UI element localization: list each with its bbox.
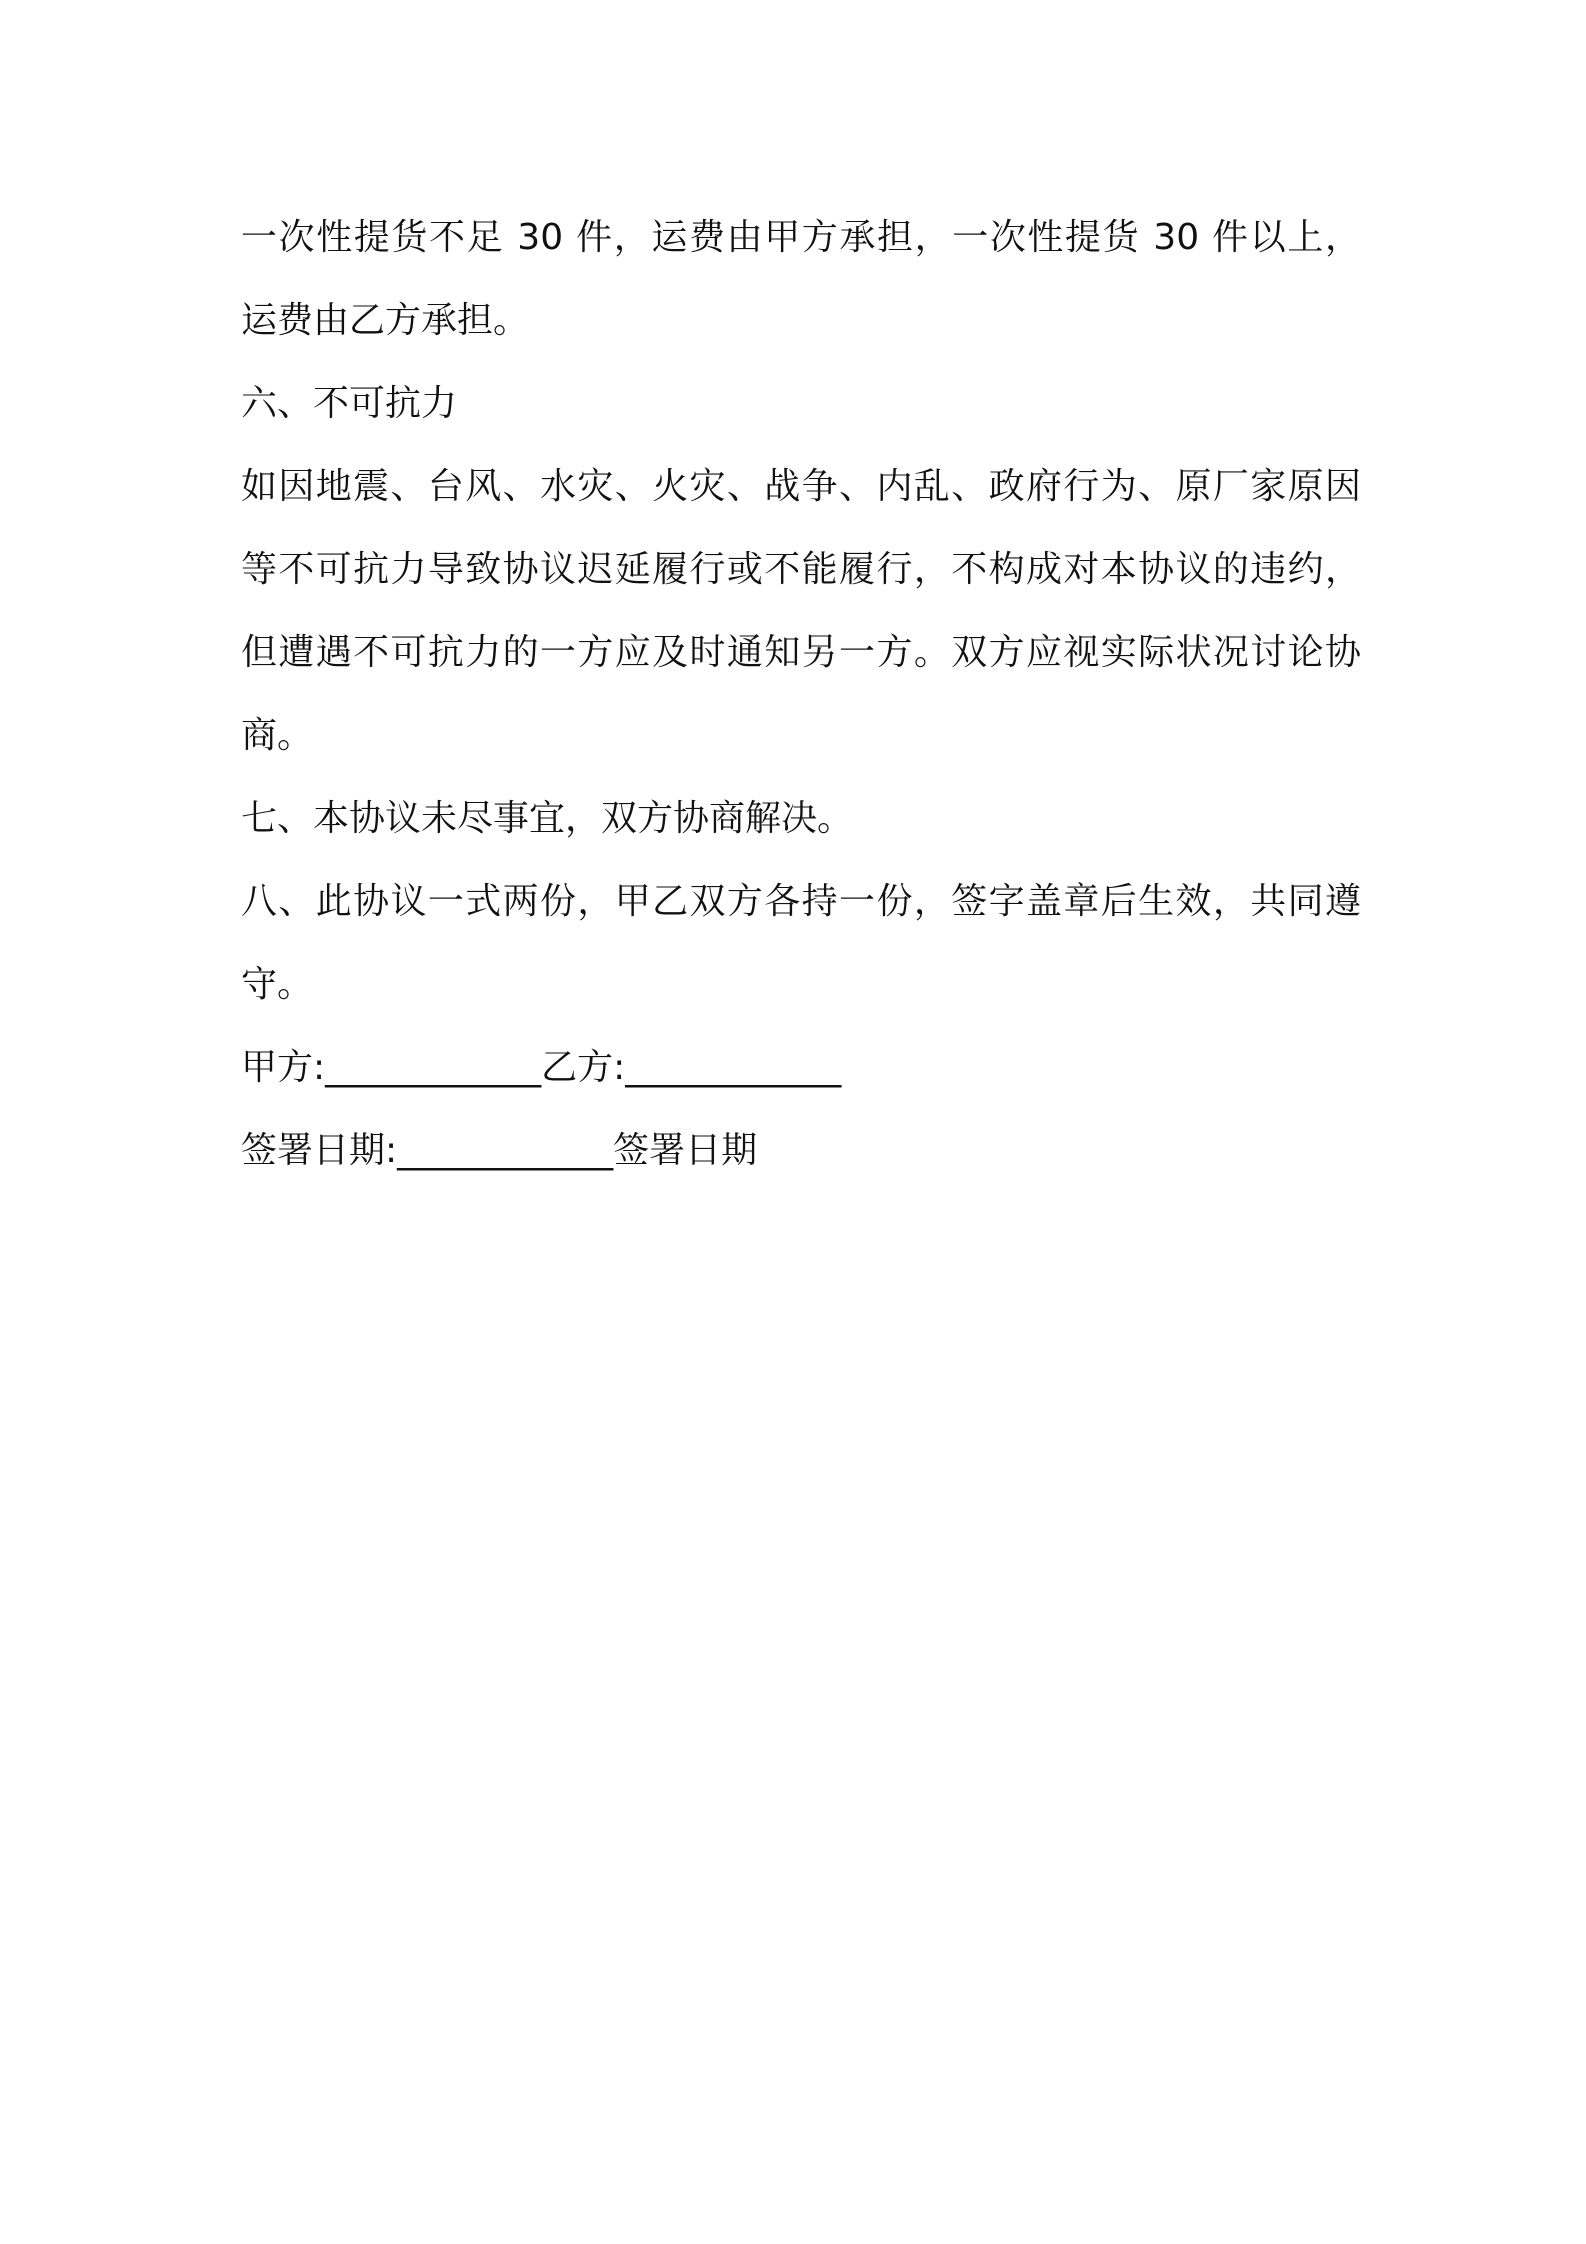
section-6-heading: 六、不可抗力: [241, 383, 458, 424]
section-8-line-1: 八、此协议一式两份，甲乙双方各持一份，签字盖章后生效，共同遵: [241, 881, 1361, 922]
section-8-line-2: 守。: [241, 964, 314, 1005]
section-7-clause: 七、本协议未尽事宜，双方协商解决。: [241, 798, 854, 839]
signature-date-line: 签署日期:____________签署日期: [241, 1130, 758, 1171]
freight-clause-line-1: 一次性提货不足 30 件，运费由甲方承担，一次性提货 30 件以上，: [241, 217, 1361, 258]
force-majeure-line-4: 商。: [241, 715, 314, 756]
force-majeure-line-2: 等不可抗力导致协议迟延履行或不能履行，不构成对本协议的违约，: [241, 549, 1361, 590]
document-body: [241, 196, 1361, 1192]
signature-parties-line: 甲方:____________乙方:____________: [241, 1047, 842, 1088]
force-majeure-line-1: 如因地震、台风、水灾、火灾、战争、内乱、政府行为、原厂家原因: [241, 466, 1361, 507]
freight-clause-line-2: 运费由乙方承担。: [241, 300, 530, 341]
force-majeure-line-3: 但遭遇不可抗力的一方应及时通知另一方。双方应视实际状况讨论协: [241, 632, 1361, 673]
